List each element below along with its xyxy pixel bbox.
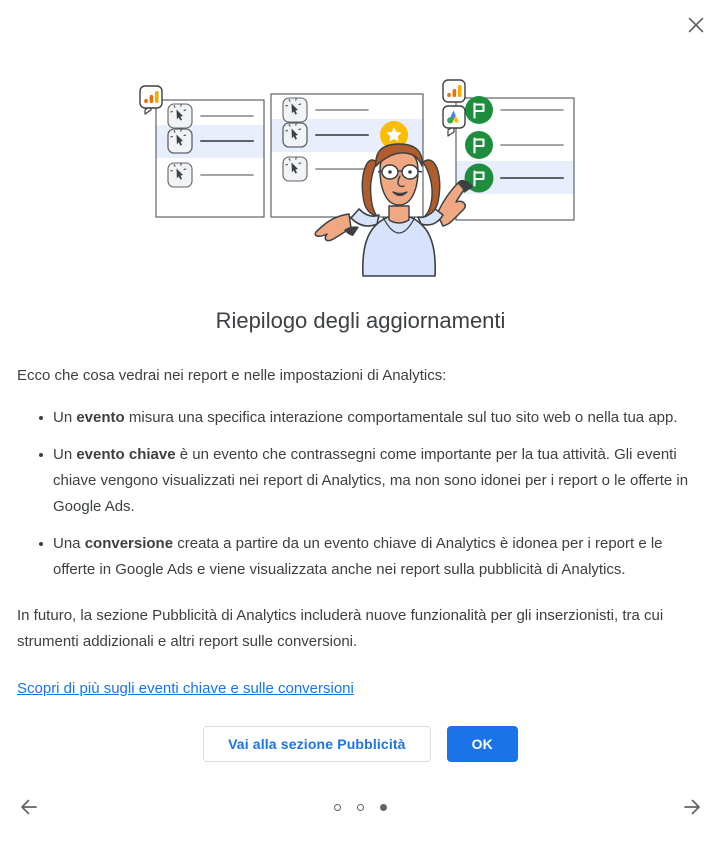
carousel-footer [0,787,721,847]
go-to-advertising-button[interactable]: Vai alla sezione Pubblicità [203,726,431,762]
next-slide-button[interactable] [672,787,712,827]
card-2-row-3 [283,157,368,181]
carousel-dots [0,787,721,827]
person-illustration [315,144,473,276]
carousel-dot-1[interactable] [334,804,341,811]
page-title: Riepilogo degli aggiornamenti [215,308,506,333]
bullet-lead: Un [53,446,77,463]
ok-button[interactable]: OK [447,726,518,762]
bullet-lead: Una [53,535,85,552]
card-1-row-3 [168,163,253,187]
list-item [39,442,704,520]
bullet-bold: evento chiave [76,446,176,463]
card-3-row-2 [465,131,563,159]
bullet-list [17,405,704,583]
google-analytics-badge-2 [443,80,465,102]
card-3-row-1 [465,96,563,124]
card-events-1 [156,100,264,217]
dialog-content [0,306,721,762]
bullet-rest: misura una specifica interazione comportamentale sul tuo sito web o nella tua app. [124,409,678,426]
card-1-row-1 [168,104,253,128]
dialog-actions [17,726,704,762]
google-analytics-badge [140,86,162,114]
close-icon [686,15,706,35]
bullet-rest: creata a partire da un evento chiave di Analytics è idonea per i report e le offerte in Google Ads e viene visualizzata anche nei report sulla pubblicità di Analytics. [53,535,663,578]
learn-more-link[interactable]: Scopri di più sugli eventi chiave e sulle conversioni [17,680,354,697]
list-item [39,405,704,431]
google-ads-badge [443,106,465,136]
intro-text: Ecco che cosa vedrai nei report e nelle impostazioni di Analytics: [17,367,447,384]
card-2-row-1 [283,98,368,122]
bullet-lead: Un [53,409,77,426]
carousel-dot-3[interactable] [380,804,387,811]
close-dialog-button[interactable] [677,6,715,44]
bullet-bold: conversione [84,535,174,552]
bullet-rest: è un evento che contrassegni come importante per la tua attività. Gli eventi chiave vengono visualizzati nei report di Analytics, ma non sono idonei per i report o le offerte in Google Ads. [53,446,689,515]
carousel-dot-2[interactable] [357,804,364,811]
arrow-right-icon [681,796,703,818]
bullet-bold: evento [76,409,125,426]
outro-text: In futuro, la sezione Pubblicità di Analytics includerà nuove funzionalità per gli inserzionisti, tra cui strumenti addizionali e altri report sulle conversioni. [17,607,664,650]
illustration-svg [131,66,591,291]
list-item [39,531,704,583]
card-key-events-3 [456,96,574,220]
hero-illustration [0,66,721,291]
